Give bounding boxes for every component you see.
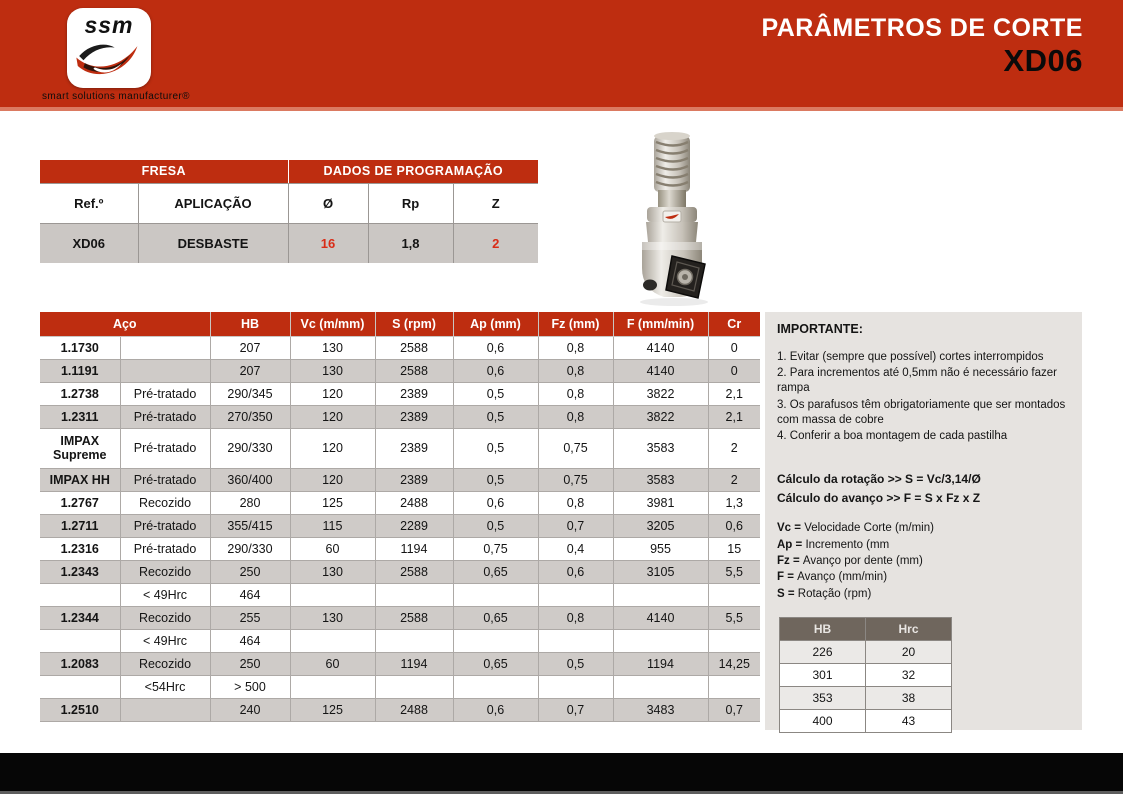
steel-cell: 1.2311 (40, 405, 120, 428)
value-cell: 0,75 (453, 537, 538, 560)
value-cell: 5,5 (708, 606, 760, 629)
ref-value: XD06 (40, 223, 138, 263)
table-row (40, 629, 760, 652)
value-cell: 60 (290, 537, 375, 560)
value-cell: 1194 (613, 652, 708, 675)
state-cell: Recozido (120, 652, 210, 675)
value-cell: 255 (210, 606, 290, 629)
column-header-aco: Aço (40, 312, 210, 336)
value-cell: 240 (210, 698, 290, 721)
value-cell: 0,7 (538, 698, 613, 721)
hardness-row (780, 640, 952, 663)
table-row (40, 698, 760, 721)
table-row (40, 336, 760, 359)
important-title: IMPORTANTE: (777, 322, 863, 336)
value-cell: 0,75 (538, 468, 613, 491)
value-cell: 0,65 (453, 652, 538, 675)
state-cell: Pré-tratado (120, 468, 210, 491)
value-cell: 2488 (375, 698, 453, 721)
legend-ap: Ap = Incremento (mm (777, 538, 890, 551)
value-cell: 3981 (613, 491, 708, 514)
state-cell: <54Hrc (120, 675, 210, 698)
note-1: 1. Evitar (sempre que possível) cortes interrompidos (777, 351, 1044, 363)
value-cell: 3822 (613, 405, 708, 428)
value-cell: 3105 (613, 560, 708, 583)
state-cell: Pré-tratado (120, 537, 210, 560)
value-cell: 3205 (613, 514, 708, 537)
table-row (40, 675, 760, 698)
column-header-s: S (rpm) (375, 312, 453, 336)
value-cell: 0,5 (453, 405, 538, 428)
steel-cell: 1.2344 (40, 606, 120, 629)
value-cell: 207 (210, 336, 290, 359)
model-title: XD06 (1003, 42, 1083, 78)
value-cell: 2588 (375, 560, 453, 583)
steel-cell: IMPAX HH (40, 468, 120, 491)
value-cell (453, 675, 538, 698)
value-cell: 0,8 (538, 606, 613, 629)
value-cell (613, 583, 708, 606)
state-cell: Recozido (120, 491, 210, 514)
value-cell: 3583 (613, 428, 708, 468)
value-cell: 0,5 (453, 468, 538, 491)
value-cell: 60 (290, 652, 375, 675)
column-header-rp: Rp (368, 183, 453, 223)
steel-cell (40, 583, 120, 606)
ssm-logo (67, 8, 151, 88)
value-cell: 1,3 (708, 491, 760, 514)
hardness-value-cell: 301 (780, 663, 866, 686)
steel-cell: 1.2343 (40, 560, 120, 583)
z-value: 2 (453, 223, 538, 263)
value-cell (538, 675, 613, 698)
value-cell: 0,5 (453, 428, 538, 468)
value-cell: 0,6 (453, 336, 538, 359)
column-header-ap: Ap (mm) (453, 312, 538, 336)
value-cell: 2,1 (708, 405, 760, 428)
steel-cell: 1.2767 (40, 491, 120, 514)
steel-cell (40, 629, 120, 652)
value-cell: 0,8 (538, 336, 613, 359)
value-cell: 130 (290, 606, 375, 629)
state-cell: < 49Hrc (120, 629, 210, 652)
ssm-swoosh-icon (73, 39, 145, 83)
value-cell: 2289 (375, 514, 453, 537)
value-cell (453, 629, 538, 652)
value-cell: 0,4 (538, 537, 613, 560)
state-cell: < 49Hrc (120, 583, 210, 606)
diam-value: 16 (288, 223, 368, 263)
steel-cell: 1.1730 (40, 336, 120, 359)
steel-cell: 1.2316 (40, 537, 120, 560)
steel-cell: 1.2083 (40, 652, 120, 675)
hardness-col-hb: HB (780, 617, 866, 640)
hardness-value-cell: 43 (866, 709, 952, 732)
table-row (40, 560, 760, 583)
value-cell: 2389 (375, 405, 453, 428)
value-cell (708, 583, 760, 606)
milling-tool-image (600, 122, 810, 308)
column-header-cr: Cr (708, 312, 760, 336)
value-cell: 4140 (613, 606, 708, 629)
value-cell (290, 675, 375, 698)
state-cell: Pré-tratado (120, 382, 210, 405)
value-cell: 280 (210, 491, 290, 514)
state-cell: Pré-tratado (120, 428, 210, 468)
value-cell: 0,65 (453, 560, 538, 583)
steel-cell (40, 675, 120, 698)
value-cell: 207 (210, 359, 290, 382)
value-cell: 125 (290, 698, 375, 721)
value-cell (613, 629, 708, 652)
table-row (40, 468, 760, 491)
value-cell: 0,8 (538, 359, 613, 382)
hardness-row (780, 663, 952, 686)
value-cell: 0,65 (453, 606, 538, 629)
value-cell: 464 (210, 629, 290, 652)
value-cell (538, 583, 613, 606)
tool-programming-table (40, 160, 538, 263)
value-cell: 290/330 (210, 537, 290, 560)
value-cell (290, 629, 375, 652)
value-cell: 2588 (375, 336, 453, 359)
value-cell: 130 (290, 560, 375, 583)
value-cell: 250 (210, 560, 290, 583)
footer-bar (0, 753, 1123, 791)
column-header-aplicacao: APLICAÇÃO (138, 183, 288, 223)
group-header-dados: DADOS DE PROGRAMAÇÃO (288, 160, 538, 183)
legend-f: F = Avanço (mm/min) (777, 571, 888, 584)
hardness-value-cell: 38 (866, 686, 952, 709)
value-cell: 0,6 (708, 514, 760, 537)
value-cell (708, 675, 760, 698)
table-row (40, 606, 760, 629)
tool-values-row (40, 223, 538, 263)
value-cell: 0,8 (538, 491, 613, 514)
state-cell: Recozido (120, 560, 210, 583)
value-cell: 250 (210, 652, 290, 675)
column-header-vc: Vc (m/mm) (290, 312, 375, 336)
value-cell: 4140 (613, 336, 708, 359)
table-row (40, 491, 760, 514)
value-cell: 0 (708, 336, 760, 359)
value-cell: 0,6 (453, 698, 538, 721)
steel-cell: 1.2711 (40, 514, 120, 537)
cutting-parameters-table (40, 312, 760, 722)
value-cell: 2588 (375, 359, 453, 382)
value-cell: 2,1 (708, 382, 760, 405)
value-cell: 120 (290, 405, 375, 428)
hardness-value-cell: 400 (780, 709, 866, 732)
table-row (40, 652, 760, 675)
rotation-formula: Cálculo da rotação >> S = Vc/3,14/Ø (777, 472, 981, 487)
column-header-z: Z (453, 183, 538, 223)
value-cell: 0,8 (538, 382, 613, 405)
important-notes-panel (765, 312, 1082, 730)
hardness-value-cell: 226 (780, 640, 866, 663)
value-cell: 120 (290, 468, 375, 491)
value-cell: 464 (210, 583, 290, 606)
value-cell (538, 629, 613, 652)
group-header-fresa: FRESA (40, 160, 288, 183)
table-row (40, 405, 760, 428)
value-cell: 290/345 (210, 382, 290, 405)
value-cell: 955 (613, 537, 708, 560)
steel-cell: IMPAX Supreme (40, 428, 120, 468)
value-cell: 360/400 (210, 468, 290, 491)
group-header-row (40, 160, 538, 183)
value-cell (708, 629, 760, 652)
state-cell (120, 698, 210, 721)
column-header-fz: Fz (mm) (538, 312, 613, 336)
steel-cell: 1.2738 (40, 382, 120, 405)
column-header-diam: Ø (288, 183, 368, 223)
value-cell: 120 (290, 382, 375, 405)
main-table-header-row (40, 312, 760, 336)
value-cell: 120 (290, 428, 375, 468)
legend-s: S = Rotação (rpm) (777, 587, 872, 600)
table-row (40, 537, 760, 560)
legend-fz: Fz = Avanço por dente (mm) (777, 554, 923, 567)
page-title: PARÂMETROS DE CORTE (761, 14, 1083, 42)
value-cell (453, 583, 538, 606)
hardness-conversion-table (779, 617, 952, 733)
value-cell (290, 583, 375, 606)
value-cell: 115 (290, 514, 375, 537)
state-cell: Pré-tratado (120, 514, 210, 537)
table-row (40, 382, 760, 405)
formulas-block (777, 470, 1070, 507)
table-row (40, 583, 760, 606)
value-cell: 1194 (375, 537, 453, 560)
header-edge-line (0, 107, 1123, 111)
hardness-value-cell: 32 (866, 663, 952, 686)
column-header-hb: HB (210, 312, 290, 336)
value-cell (613, 675, 708, 698)
note-3: 3. Os parafusos têm obrigatoriamente que ser montados com massa de cobre (777, 398, 1066, 426)
value-cell: 1194 (375, 652, 453, 675)
value-cell: 0,5 (453, 514, 538, 537)
column-header-f: F (mm/min) (613, 312, 708, 336)
hardness-value-cell: 20 (866, 640, 952, 663)
main-table-body (40, 336, 760, 721)
value-cell: 3583 (613, 468, 708, 491)
value-cell: 0,7 (538, 514, 613, 537)
value-cell: 0,5 (538, 652, 613, 675)
value-cell: 2389 (375, 382, 453, 405)
note-2: 2. Para incrementos até 0,5mm não é necessário fazer rampa (777, 367, 1057, 395)
value-cell (375, 629, 453, 652)
steel-cell: 1.2510 (40, 698, 120, 721)
value-cell: 2389 (375, 428, 453, 468)
value-cell: 2588 (375, 606, 453, 629)
hardness-row (780, 686, 952, 709)
value-cell: 14,25 (708, 652, 760, 675)
ssm-logo-text: ssm (84, 12, 134, 38)
hardness-row (780, 709, 952, 732)
legend-vc: Vc = Velocidade Corte (m/min) (777, 522, 934, 535)
logo-tagline: smart solutions manufacturer® (42, 91, 190, 102)
state-cell (120, 359, 210, 382)
value-cell (375, 583, 453, 606)
table-row (40, 514, 760, 537)
rp-value: 1,8 (368, 223, 453, 263)
value-cell: 0,8 (538, 405, 613, 428)
value-cell: 4140 (613, 359, 708, 382)
value-cell: 3822 (613, 382, 708, 405)
column-header-ref: Ref.º (40, 183, 138, 223)
value-cell: 270/350 (210, 405, 290, 428)
hardness-value-cell: 353 (780, 686, 866, 709)
value-cell: 0 (708, 359, 760, 382)
value-cell: 290/330 (210, 428, 290, 468)
value-cell: 0,6 (538, 560, 613, 583)
value-cell: 2389 (375, 468, 453, 491)
value-cell: 355/415 (210, 514, 290, 537)
state-cell (120, 336, 210, 359)
value-cell: 0,75 (538, 428, 613, 468)
value-cell: 3483 (613, 698, 708, 721)
hardness-header-row (780, 617, 952, 640)
value-cell: 0,7 (708, 698, 760, 721)
value-cell: 0,6 (453, 491, 538, 514)
value-cell: > 500 (210, 675, 290, 698)
value-cell: 2488 (375, 491, 453, 514)
table-row (40, 359, 760, 382)
value-cell (375, 675, 453, 698)
value-cell: 0,6 (453, 359, 538, 382)
value-cell: 125 (290, 491, 375, 514)
value-cell: 2 (708, 468, 760, 491)
note-4: 4. Conferir a boa montagem de cada pastilha (777, 429, 1008, 442)
value-cell: 15 (708, 537, 760, 560)
value-cell: 130 (290, 336, 375, 359)
value-cell: 5,5 (708, 560, 760, 583)
state-cell: Recozido (120, 606, 210, 629)
state-cell: Pré-tratado (120, 405, 210, 428)
hardness-table-body (780, 640, 952, 732)
header-band (0, 0, 1123, 107)
value-cell: 2 (708, 428, 760, 468)
table-row (40, 428, 760, 468)
column-header-row (40, 183, 538, 223)
hardness-col-hrc: Hrc (866, 617, 952, 640)
feed-formula: Cálculo do avanço >> F = S x Fz x Z (777, 490, 981, 505)
aplicacao-value: DESBASTE (138, 223, 288, 263)
value-cell: 0,5 (453, 382, 538, 405)
legend-block (777, 520, 1070, 602)
value-cell: 130 (290, 359, 375, 382)
steel-cell: 1.1191 (40, 359, 120, 382)
